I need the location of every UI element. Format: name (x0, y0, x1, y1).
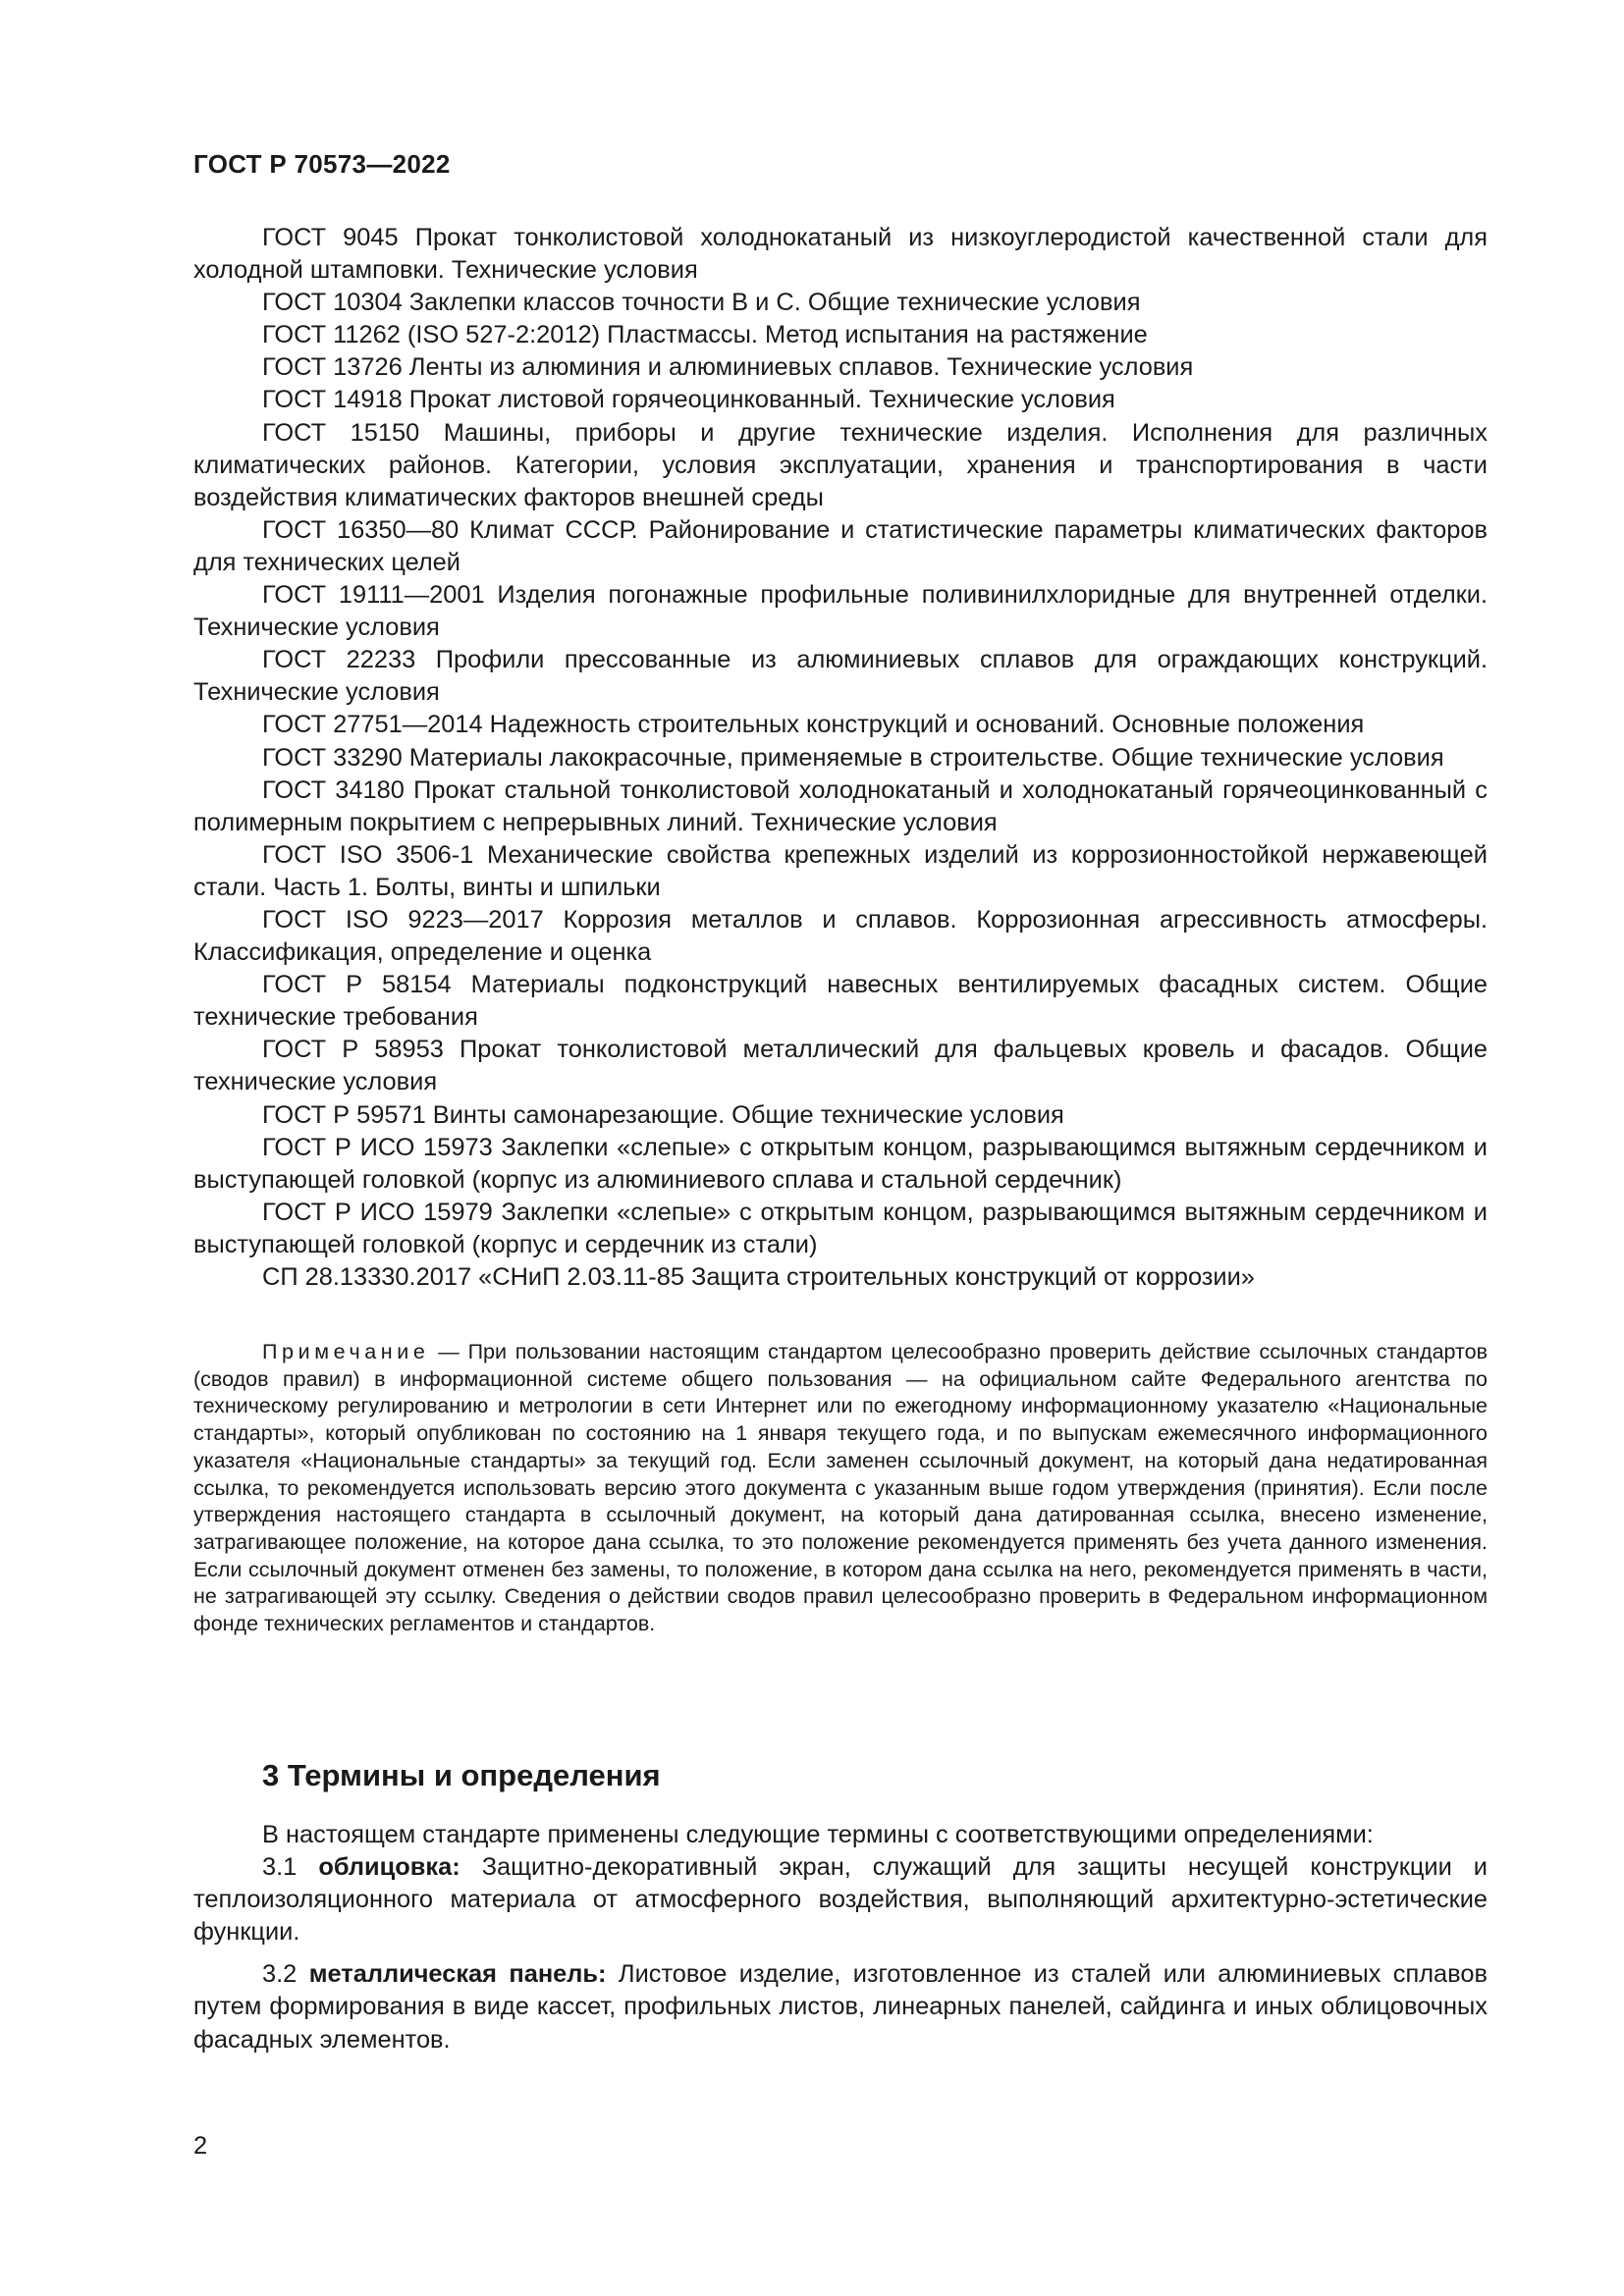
note-paragraph (193, 1339, 1488, 1638)
term-name: металлическая панель: (308, 1960, 607, 1989)
normative-references-list (193, 222, 1488, 1294)
reference-item: ГОСТ 16350—80 Климат СССР. Районирование и статистические параметры климатических факторов для технических целей (193, 515, 1488, 576)
term-name: облицовка: (318, 1853, 460, 1882)
term-definition: Листовое изделие, изготовленное из сталей или алюминиевых сплавов путем формирования в виде кассет, профильных листов, линеарных панелей, сайдинга и иных облицовочных фасадных элементов. (193, 1960, 1488, 2054)
term-number: 3.1 (262, 1853, 319, 1882)
note-block (193, 1339, 1488, 1638)
reference-item: ГОСТ 15150 Машины, приборы и другие технические изделия. Исполнения для различных климатических районов. Категории, условия эксплуатации, хранения и транспортирования в части воздействия климатических факторов внешней среды (193, 418, 1488, 511)
reference-item: ГОСТ 9045 Прокат тонколистовой холоднокатаный из низкоуглеродистой качественной стали для холодной штамповки. Технические условия (193, 224, 1488, 285)
reference-item: ГОСТ 22233 Профили прессованные из алюминиевых сплавов для ограждающих конструкций. Технические условия (193, 646, 1488, 707)
reference-item: ГОСТ 11262 (ISO 527-2:2012) Пластмассы. Метод испытания на растяжение (262, 321, 1148, 349)
reference-item: ГОСТ Р 59571 Винты самонарезающие. Общие технические условия (262, 1100, 1064, 1129)
reference-item: ГОСТ ISO 3506-1 Механические свойства крепежных изделий из коррозионностойкой нержавеющей стали. Часть 1. Болты, винты и шпильки (193, 840, 1488, 901)
term-entry (193, 1958, 1488, 2056)
term-definition: Защитно-декоративный экран, служащий для защиты несущей конструкции и теплоизоляционного материала от атмосферного воздействия, выполняющий архитектурно-эстетические функции. (193, 1853, 1488, 1947)
reference-item: ГОСТ 13726 Ленты из алюминия и алюминиевых сплавов. Технические условия (262, 353, 1194, 382)
reference-item: ГОСТ 34180 Прокат стальной тонколистовой холоднокатаный и холоднокатаный горячеоцинкованный с полимерным покрытием с непрерывных линий. Технические условия (193, 775, 1488, 836)
reference-item: ГОСТ 27751—2014 Надежность строительных конструкций и оснований. Основные положения (262, 711, 1365, 739)
reference-item: ГОСТ 33290 Материалы лакокрасочные, применяемые в строительстве. Общие технические условия (262, 743, 1444, 772)
reference-item: ГОСТ Р ИСО 15973 Заклепки «слепые» с открытым концом, разрывающимся вытяжным сердечником и выступающей головкой (корпус из алюминиевого сплава и стальной сердечник) (193, 1133, 1488, 1194)
terms-section (193, 1819, 1488, 2056)
terms-intro: В настоящем стандарте применены следующие термины с соответствующими определениями: (262, 1821, 1374, 1848)
term-entry (193, 1851, 1488, 1949)
reference-item: ГОСТ Р ИСО 15979 Заклепки «слепые» с открытым концом, разрывающимся вытяжным сердечником и выступающей головкой (корпус и сердечник из стали) (193, 1198, 1488, 1258)
page-number: 2 (193, 2132, 208, 2160)
section-title: 3 Термины и определения (262, 1758, 661, 1792)
reference-item: ГОСТ ISO 9223—2017 Коррозия металлов и сплавов. Коррозионная агрессивность атмосферы. Классификация, определение и оценка (193, 905, 1488, 967)
reference-item: ГОСТ Р 58154 Материалы подконструкций навесных вентилируемых фасадных систем. Общие технические требования (193, 971, 1488, 1032)
reference-item: ГОСТ Р 58953 Прокат тонколистовой металлический для фальцевых кровель и фасадов. Общие технические условия (193, 1036, 1488, 1096)
reference-item: ГОСТ 19111—2001 Изделия погонажные профильные поливинилхлоридные для внутренней отделки. Технические условия (193, 581, 1488, 642)
reference-item: ГОСТ 10304 Заклепки классов точности В и С. Общие технические условия (262, 289, 1141, 317)
note-label: Примечание (262, 1340, 430, 1363)
note-text: — При пользовании настоящим стандартом целесообразно проверить действие ссылочных стандартов (сводов правил) в информационной системе общего пользования — на официальном сайте Федерального агентства по техническому регулированию и метрологии в сети Интернет или по ежегодному информационному указателю «Национальные стандарты», который опубликован по состоянию на 1 января текущего года, и по выпускам ежемесячного информационного указателя «Национальные стандарты» за текущий год. Если заменен ссылочный документ, на который дана недатированная ссылка, то рекомендуется использовать версию этого документа с указанным выше годом утверждения (принятия). Если после утверждения настоящего стандарта в ссылочный документ, на который дана датированная ссылка, внесено изменение, затрагивающее положение, на которое дана ссылка, то это положение рекомендуется применять без учета данного изменения. Если ссылочный документ отменен без замены, то положение, в котором дана ссылка на него, рекомендуется применять в части, не затрагивающей эту ссылку. Сведения о действии сводов правил целесообразно проверить в Федеральном информационном фонде технических регламентов и стандартов. (193, 1340, 1488, 1636)
reference-item: СП 28.13330.2017 «СНиП 2.03.11-85 Защита строительных конструкций от коррозии» (262, 1263, 1255, 1291)
document-header: ГОСТ Р 70573—2022 (193, 149, 451, 179)
term-number: 3.2 (262, 1960, 309, 1989)
reference-item: ГОСТ 14918 Прокат листовой горячеоцинкованный. Технические условия (262, 386, 1115, 414)
